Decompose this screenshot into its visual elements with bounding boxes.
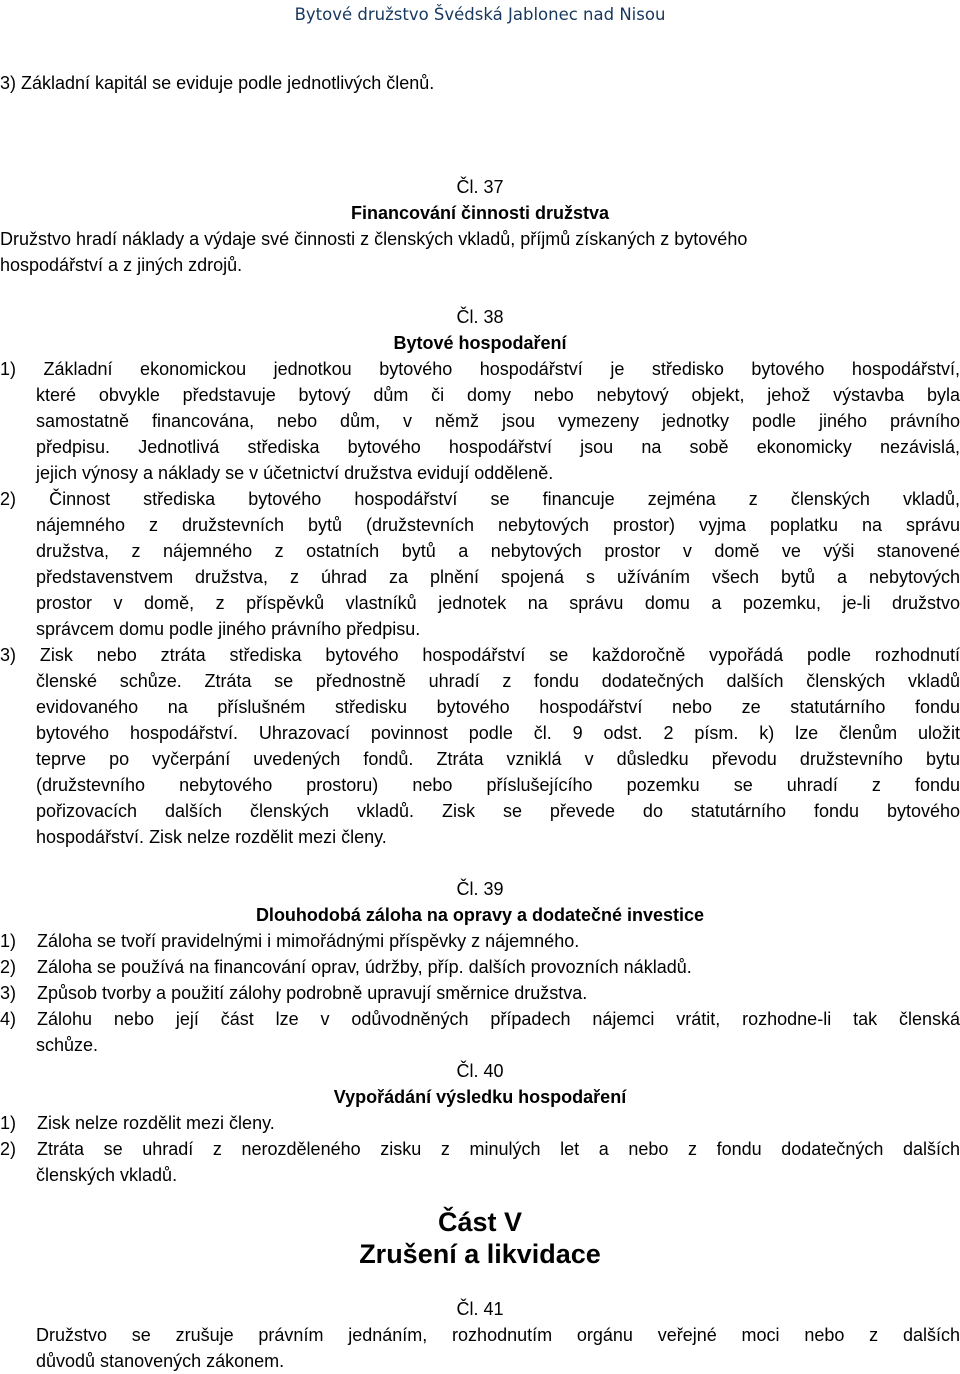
item-text: Ztráta se uhradí z nerozděleného zisku z minulých let a nebo z fondu dodatečných dalších bbox=[37, 1139, 960, 1159]
item-number: 1) bbox=[0, 1113, 17, 1133]
article-39-item-4-cont: schůze. bbox=[36, 1035, 99, 1055]
article-39-item-1 bbox=[0, 928, 960, 954]
article-38-p3-line-6: (družstevního nebytového prostoru) nebo příslušejícího pozemku se uhradí z fondu bbox=[36, 775, 960, 795]
article-37-line-1: Družstvo hradí náklady a výdaje své činnosti z členských vkladů, příjmů získaných z bytového bbox=[0, 229, 748, 249]
article-38-p2-line-2: nájemného z družstevních bytů (družstevních nebytových prostor) vyjma poplatku na správu bbox=[36, 515, 960, 535]
article-38-p1-line-1: 1) Základní ekonomickou jednotkou bytového hospodářství je středisko bytového hospodářství, bbox=[0, 359, 960, 379]
article-39-item-2 bbox=[0, 954, 960, 980]
article-38-p3-line-2: členské schůze. Ztráta se přednostně uhradí z fondu dodatečných dalších členských vkladů bbox=[36, 671, 960, 691]
article-38-p2-line-5: prostor v domě, z příspěvků vlastníků jednotek na správu domu a pozemku, je-li družstvo bbox=[36, 593, 960, 613]
article-38-p3-line-7: pořizovacích dalších členských vkladů. Zisk se převede do statutárního fondu bytového bbox=[36, 801, 960, 821]
article-38-p2-line-3: družstva, z nájemného z ostatních bytů a nebytových prostor v domě ve výši stanovené bbox=[36, 541, 960, 561]
article-38-p1-line-4: předpisu. Jednotlivá střediska bytového hospodářství jsou na sobě ekonomicky nezávislá, bbox=[36, 437, 960, 457]
article-37-title: Financování činnosti družstva bbox=[350, 203, 610, 223]
capital-item-3: 3) Základní kapitál se eviduje podle jednotlivých členů. bbox=[0, 73, 435, 93]
article-38-p3-line-4: bytového hospodářství. Uhrazovací povinnost podle čl. 9 odst. 2 písm. k) lze členům uložit bbox=[36, 723, 960, 743]
article-38-p3-line-8: hospodářství. Zisk nelze rozdělit mezi členy. bbox=[36, 827, 387, 847]
article-38-p2-line-1: 2) Činnost střediska bytového hospodářství se financuje zejména z členských vkladů, bbox=[0, 489, 960, 509]
article-38-p2-line-4: představenstvem družstva, z úhrad za plnění spojená s užíváním všech bytů a nebytových bbox=[36, 567, 960, 587]
article-38-p1-line-5: jejich výnosy a náklady se v účetnictví družstva evidují odděleně. bbox=[36, 463, 554, 483]
article-39-title: Dlouhodobá záloha na opravy a dodatečné investice bbox=[255, 905, 705, 925]
article-38-p3-line-1: 3) Zisk nebo ztráta střediska bytového hospodářství se každoročně vypořádá podle rozhodnutí bbox=[0, 645, 960, 665]
item-text: Záloha se tvoří pravidelnými i mimořádnými příspěvky z nájemného. bbox=[37, 931, 580, 951]
item-number: 4) bbox=[0, 1009, 17, 1029]
item-text: Záloha se používá na financování oprav, údržby, příp. dalších provozních nákladů. bbox=[37, 957, 692, 977]
item-number: 3) bbox=[0, 983, 17, 1003]
item-number: 2) bbox=[0, 957, 17, 977]
article-39-item-3 bbox=[0, 980, 960, 1006]
article-40-item-1 bbox=[0, 1110, 960, 1136]
part-5-subtitle: Zrušení a likvidace bbox=[359, 1239, 601, 1269]
article-40-title: Vypořádání výsledku hospodaření bbox=[333, 1087, 627, 1107]
item-text: Zisk nelze rozdělit mezi členy. bbox=[37, 1113, 275, 1133]
article-41-line-2: důvodů stanovených zákonem. bbox=[36, 1351, 285, 1371]
item-number: 2) bbox=[0, 1139, 17, 1159]
article-37-number: Čl. 37 bbox=[456, 177, 504, 197]
article-37-line-2: hospodářství a z jiných zdrojů. bbox=[0, 255, 243, 275]
article-39-number: Čl. 39 bbox=[456, 879, 504, 899]
article-38-number: Čl. 38 bbox=[456, 307, 504, 327]
item-number: 1) bbox=[0, 931, 17, 951]
article-40-item-2 bbox=[0, 1136, 960, 1162]
article-38-p1-line-2: které obvykle představuje bytový dům či domy nebo nebytový objekt, jehož výstavba byla bbox=[36, 385, 960, 405]
article-38-p3-line-3: evidovaného na příslušném středisku bytového hospodářství nebo ze statutárního fondu bbox=[36, 697, 960, 717]
article-38-p1-line-3: samostatně financována, nebo dům, v němž jsou vymezeny jednotky podle jiného právního bbox=[36, 411, 960, 431]
item-text: Zálohu nebo její část lze v odůvodněných případech nájemci vrátit, rozhodne-li tak členská bbox=[37, 1009, 960, 1029]
part-5-title: Část V bbox=[437, 1207, 523, 1237]
article-38-title: Bytové hospodaření bbox=[393, 333, 567, 353]
article-41-line-1: Družstvo se zrušuje právním jednáním, rozhodnutím orgánu veřejné moci nebo z dalších bbox=[36, 1325, 960, 1345]
article-38-p3-line-5: teprve po vyčerpání uvedených fondů. Ztráta vzniklá v důsledku převodu družstevního bytu bbox=[36, 749, 960, 769]
article-41-number: Čl. 41 bbox=[456, 1299, 504, 1319]
item-text: Způsob tvorby a použití zálohy podrobně upravují směrnice družstva. bbox=[37, 983, 588, 1003]
page-header: Bytové družstvo Švédská Jablonec nad Nisou bbox=[294, 5, 666, 24]
article-40-item-2-cont: členských vkladů. bbox=[36, 1165, 178, 1185]
article-38-p2-line-6: správcem domu podle jiného právního předpisu. bbox=[36, 619, 421, 639]
article-40-number: Čl. 40 bbox=[456, 1061, 504, 1081]
article-39-item-4 bbox=[0, 1006, 960, 1032]
